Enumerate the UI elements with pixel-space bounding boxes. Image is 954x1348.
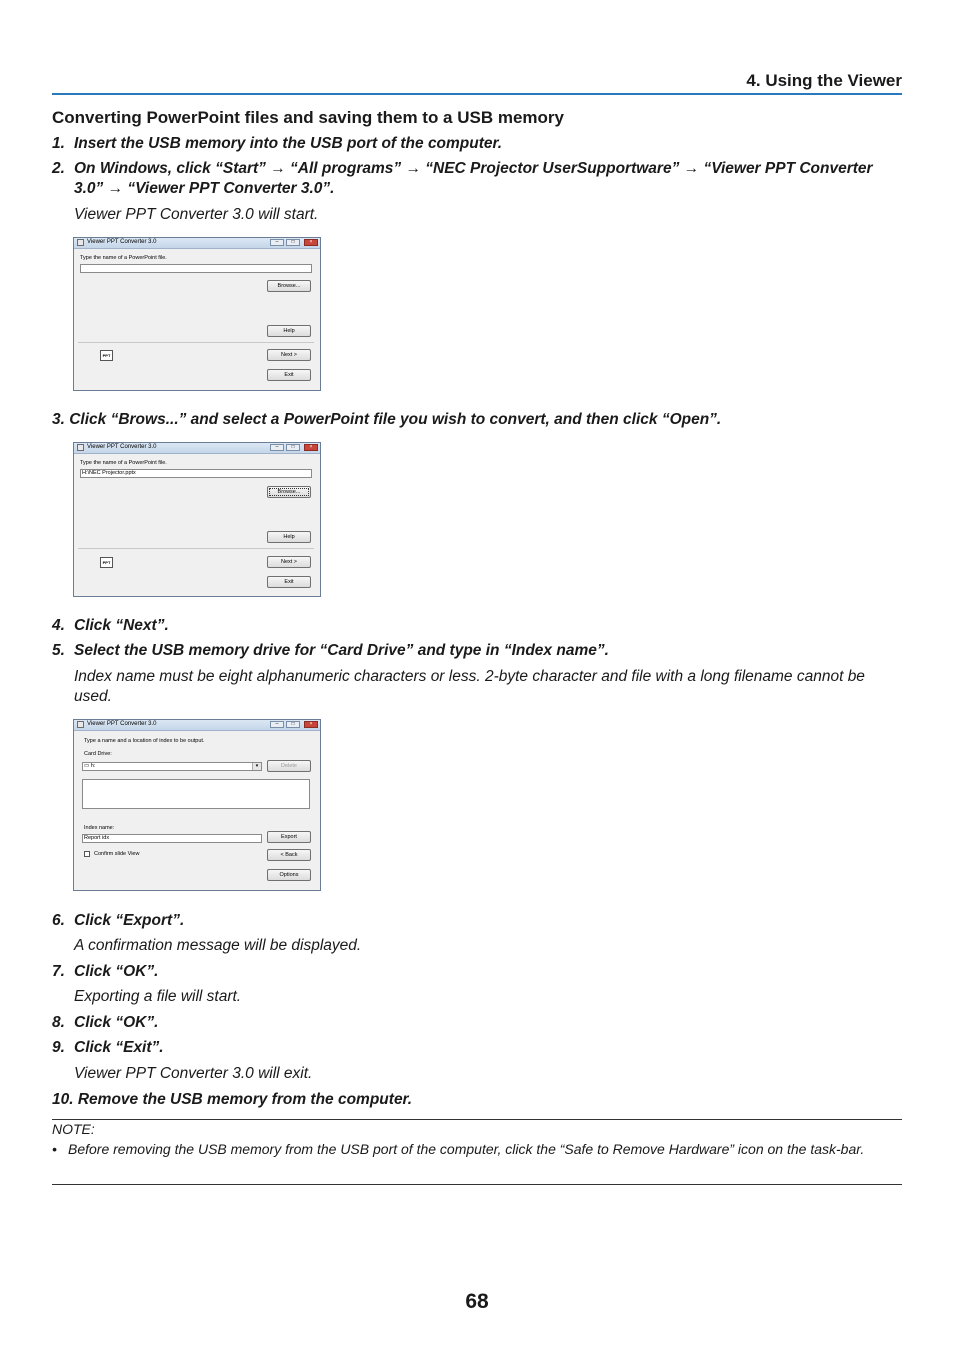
confirm-slide-view-checkbox[interactable]: [84, 851, 90, 857]
exit-button[interactable]: Exit: [267, 576, 311, 588]
note-label: NOTE:: [52, 1121, 95, 1137]
ppt-file-icon: PPT: [100, 557, 113, 568]
step-text: Insert the USB memory into the USB port of the computer.: [74, 135, 503, 152]
browse-button[interactable]: Browse...: [267, 486, 311, 498]
step-text: Click “Exit”.: [74, 1039, 164, 1056]
file-prompt-label: Type the name of a PowerPoint file.: [80, 255, 167, 261]
step-6-note: A confirmation message will be displayed.: [74, 937, 362, 954]
step-9-note: Viewer PPT Converter 3.0 will exit.: [74, 1065, 313, 1082]
next-button[interactable]: Next >: [267, 556, 311, 568]
step-text: Select the USB memory drive for “Card Drive” and type in “Index name”.: [74, 642, 609, 659]
step-number: 8.: [52, 1014, 65, 1031]
index-prompt-label: Type a name and a location of index to be output.: [84, 738, 205, 744]
step-5-note: Index name must be eight alphanumeric characters or less. 2-byte character and file with a long filename cannot be used.: [74, 668, 865, 705]
step-number: 1.: [52, 135, 65, 152]
step-text: Click “Export”.: [74, 912, 185, 929]
step-6: [52, 911, 902, 931]
app-icon: [77, 444, 84, 451]
close-icon[interactable]: ×: [304, 239, 318, 246]
step-text: Click “OK”.: [74, 963, 159, 980]
card-drive-label: Card Drive:: [84, 751, 112, 757]
chapter-title: 4. Using the Viewer: [746, 71, 902, 90]
minimize-icon[interactable]: –: [270, 239, 284, 246]
close-icon[interactable]: ×: [304, 721, 318, 728]
step-number: 5.: [52, 642, 65, 659]
step-text: Click “Next”.: [74, 617, 169, 634]
step-number: 9.: [52, 1039, 65, 1056]
window-title: Viewer PPT Converter 3.0: [87, 721, 157, 727]
step-text: On Windows, click “Start” → “All programs” → “NEC Projector UserSupportware” → “Viewer PPT Converter 3.0” → “Viewer PPT Converter 3.0”.: [74, 160, 873, 197]
title-bar: [74, 238, 320, 249]
step-text: Click “OK”.: [74, 1014, 159, 1031]
delete-button[interactable]: Delete: [267, 760, 311, 772]
step-1: [52, 134, 902, 154]
drive-icon: ▭: [84, 763, 91, 769]
maximize-icon[interactable]: □: [286, 444, 300, 451]
page-number: 68: [465, 1290, 489, 1313]
step-5: [52, 641, 902, 661]
section-title: Converting PowerPoint files and saving them to a USB memory: [52, 108, 564, 127]
step-3: [52, 410, 902, 430]
minimize-icon[interactable]: –: [270, 444, 284, 451]
divider: [78, 548, 314, 549]
viewer-ppt-converter-dialog-2: [73, 442, 321, 597]
step-text: 3. Click “Brows...” and select a PowerPoint file you wish to convert, and then click “Open”.: [52, 411, 722, 428]
file-path-input[interactable]: H:\NEC Projector.pptx: [80, 469, 312, 478]
app-icon: [77, 721, 84, 728]
window-title: Viewer PPT Converter 3.0: [87, 444, 157, 450]
step-number: 6.: [52, 912, 65, 929]
step-4: [52, 616, 902, 636]
step-number: 4.: [52, 617, 65, 634]
app-icon: [77, 239, 84, 246]
help-button[interactable]: Help: [267, 325, 311, 337]
options-button[interactable]: Options: [267, 869, 311, 881]
note-top-rule: [52, 1119, 902, 1120]
close-icon[interactable]: ×: [304, 444, 318, 451]
maximize-icon[interactable]: □: [286, 239, 300, 246]
note-bottom-rule: [52, 1184, 902, 1185]
viewer-ppt-converter-dialog-1: [73, 237, 321, 391]
back-button[interactable]: < Back: [267, 849, 311, 861]
minimize-icon[interactable]: –: [270, 721, 284, 728]
next-button[interactable]: Next >: [267, 349, 311, 361]
chevron-down-icon[interactable]: ▾: [252, 763, 261, 770]
exit-button[interactable]: Exit: [267, 369, 311, 381]
card-drive-value: h:: [90, 763, 96, 769]
export-button[interactable]: Export: [267, 831, 311, 843]
step-2: [52, 159, 902, 199]
step-9: [52, 1038, 902, 1058]
step-text: 10. Remove the USB memory from the computer.: [52, 1091, 413, 1108]
divider: [78, 342, 314, 343]
help-button[interactable]: Help: [267, 531, 311, 543]
card-drive-select[interactable]: [82, 762, 262, 771]
confirm-slide-view-label: Confirm slide View: [94, 851, 140, 857]
maximize-icon[interactable]: □: [286, 721, 300, 728]
file-path-input[interactable]: [80, 264, 312, 273]
index-name-label: Index name:: [84, 825, 115, 831]
file-prompt-label: Type the name of a PowerPoint file.: [80, 460, 167, 466]
note-bullet: •: [52, 1141, 57, 1157]
title-bar: [74, 443, 320, 454]
index-name-input[interactable]: Report idx: [82, 834, 262, 843]
step-number: 2.: [52, 160, 65, 177]
step-8: [52, 1013, 902, 1033]
step-10: [52, 1090, 902, 1110]
step-7-note: Exporting a file will start.: [74, 988, 242, 1005]
step-7: [52, 962, 902, 982]
ppt-file-icon: PPT: [100, 350, 113, 361]
viewer-ppt-converter-dialog-3: [73, 719, 321, 891]
step-number: 7.: [52, 963, 65, 980]
header-divider: [52, 93, 902, 95]
step-2-note: Viewer PPT Converter 3.0 will start.: [74, 206, 319, 223]
window-title: Viewer PPT Converter 3.0: [87, 239, 157, 245]
title-bar: [74, 720, 320, 731]
index-list-box[interactable]: [82, 779, 310, 809]
note-text: Before removing the USB memory from the USB port of the computer, click the “Safe to Remove Hardware” icon on the task-bar.: [68, 1141, 865, 1157]
browse-button[interactable]: Browse...: [267, 280, 311, 292]
